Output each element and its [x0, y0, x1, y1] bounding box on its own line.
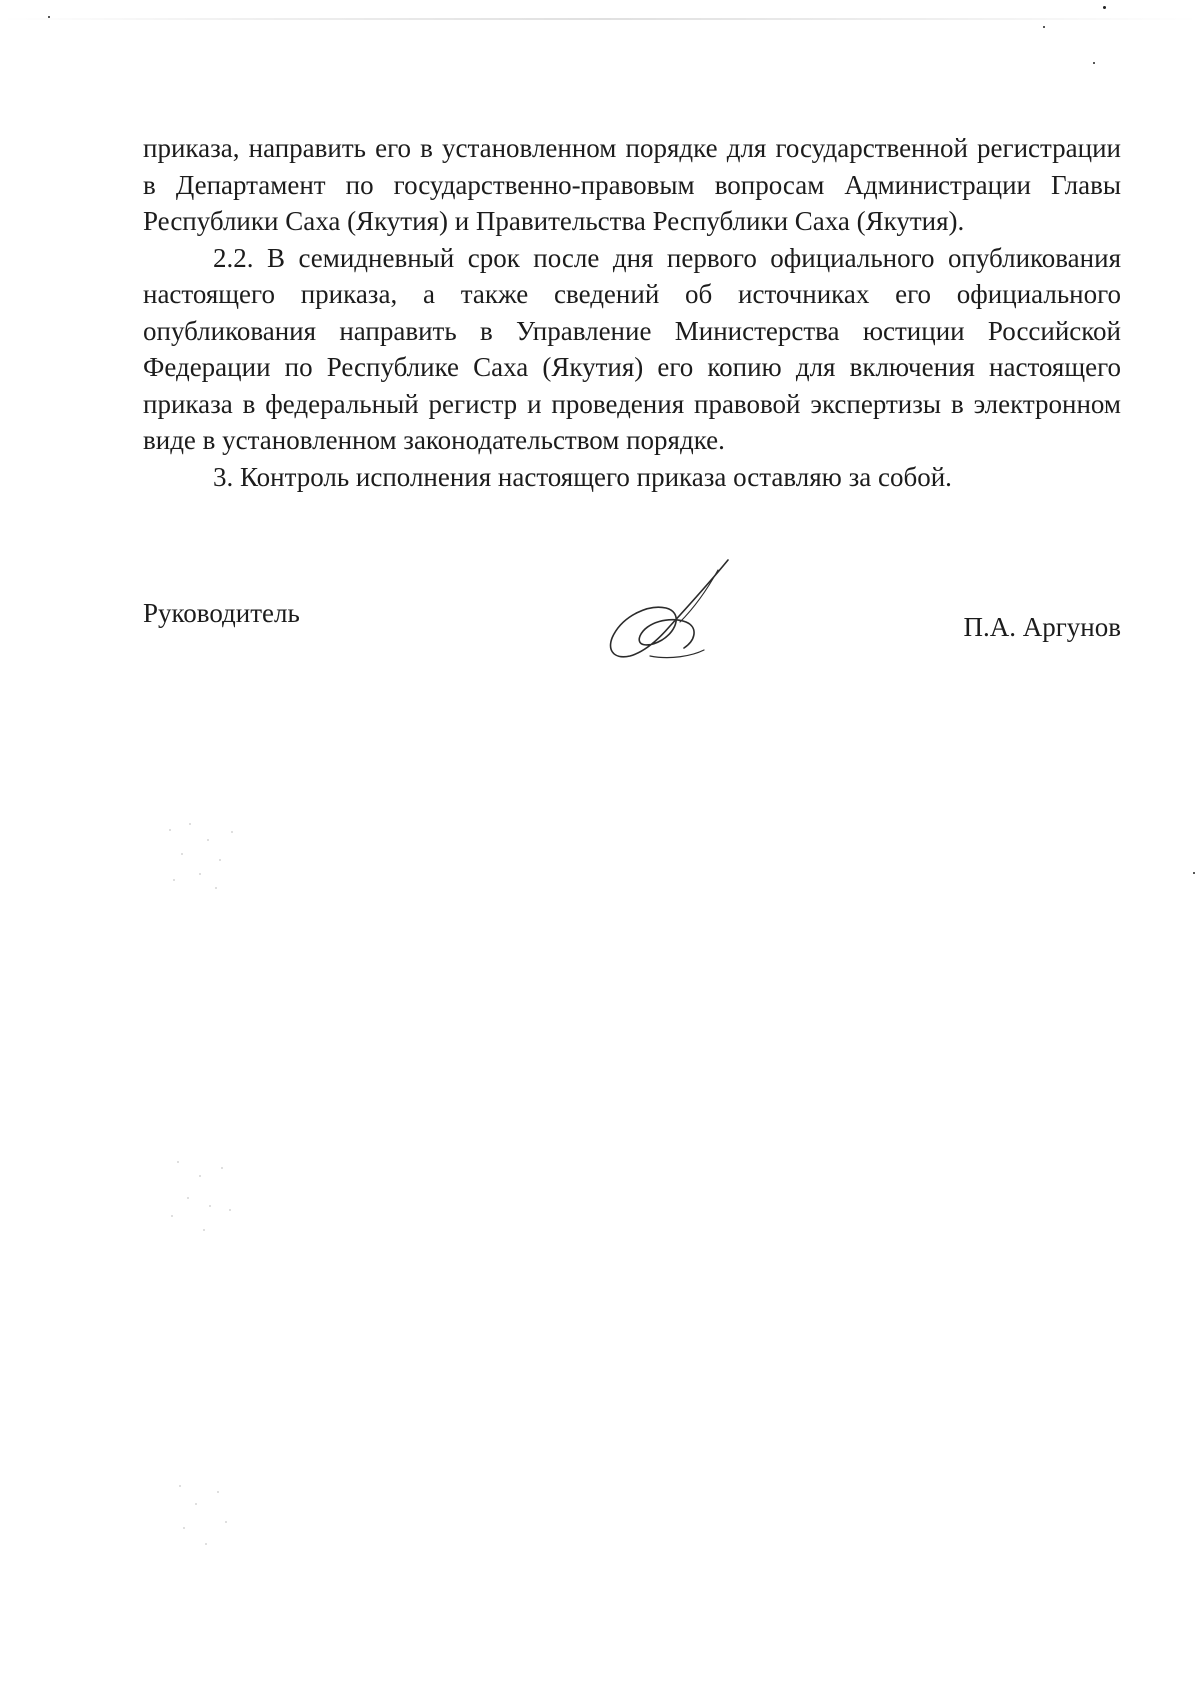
handwritten-signature: [600, 556, 740, 664]
scan-speck: [1103, 6, 1106, 9]
scan-speck: [1043, 26, 1045, 28]
scan-noise: [160, 1150, 260, 1240]
scan-noise: [160, 1470, 260, 1560]
signatory-name: П.А. Аргунов: [963, 612, 1121, 642]
paragraph-continuation: приказа, направить его в установленном порядке для государственной регистрации в Департамент по государственно-правовым вопросам Администрации Главы Республики Саха (Якутия) и Правительства Республики Саха (Якутия).: [143, 133, 1121, 236]
scan-speck: [1093, 62, 1095, 64]
scan-speck: [1193, 872, 1195, 874]
document-body: [143, 130, 1121, 495]
paragraph-item-2-2: 2.2. В семидневный срок после дня первого официального опубликования настоящего приказа, а также сведений об источниках его официального опубликования направить в Управление Министерства юстиции Российской Федерации по Республике Саха (Якутия) его копию для включения настоящего приказа в федеральный регистр и проведения правовой экспертизы в электронном виде в установленном законодательством порядке.: [143, 242, 1121, 455]
paragraph-item-3: 3. Контроль исполнения настоящего приказа оставляю за собой.: [213, 461, 952, 492]
scan-speck: [48, 16, 50, 18]
scan-noise: [160, 810, 260, 900]
signatory-title: Руководитель: [143, 598, 300, 628]
scan-edge-line: [0, 18, 1200, 20]
